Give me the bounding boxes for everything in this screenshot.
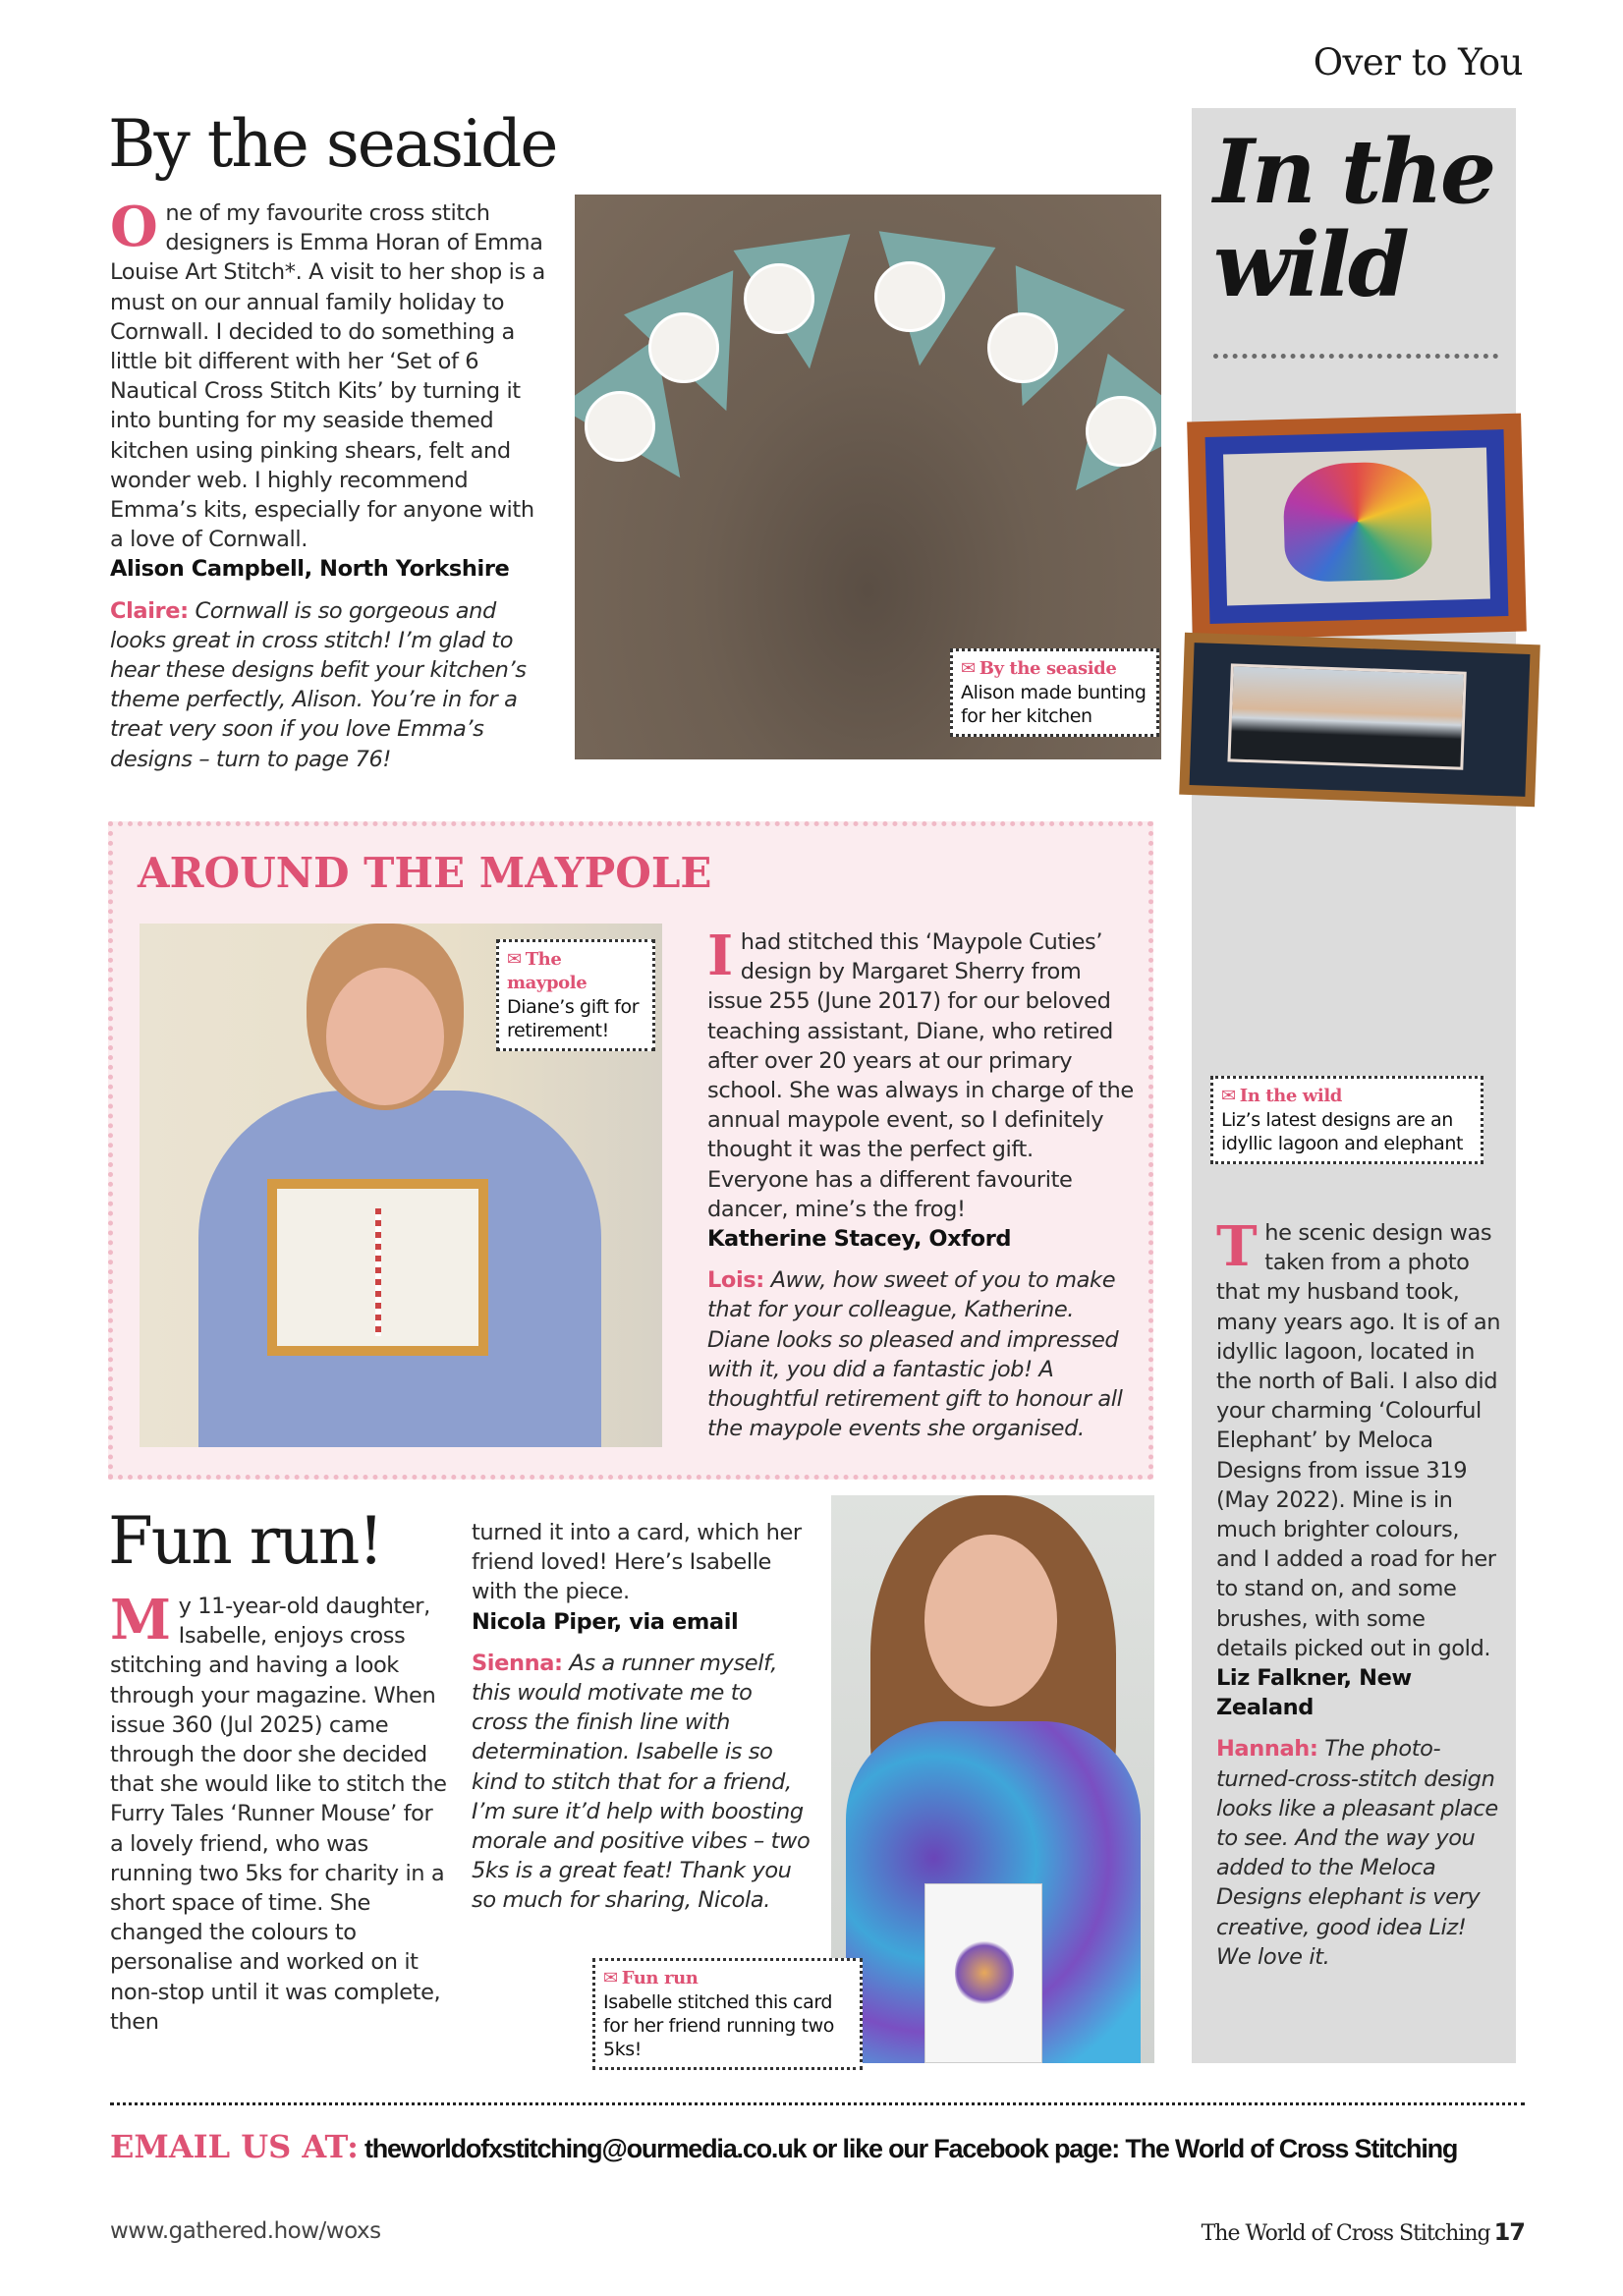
bunting-roundel <box>648 312 719 383</box>
funrun-body-col2: turned it into a card, which her friend loved! Here’s Isabelle with the piece. <box>472 1520 802 1605</box>
runner-mouse-card <box>924 1883 1042 2063</box>
publication-name: The World of Cross Stitching <box>1201 2221 1490 2246</box>
wild-letter <box>1216 1214 1501 1972</box>
funrun-letter-col2 <box>472 1518 811 1916</box>
seaside-caption <box>950 648 1159 737</box>
bunting-roundel <box>874 261 945 332</box>
seaside-reply <box>110 596 552 774</box>
seaside-body: ne of my favourite cross stitch designers is Emma Horan of Emma Louise Art Stitch*. A visit to her shop is a must on our annual family holiday to Cornwall. I decided to do something a little bit different with her ‘Set of 6 Nautical Cross Stitch Kits’ by turning it into bunting for my seaside themed kitchen using pinking shears, felt and wonder web. I highly recommend Emma’s kits, especially for anyone with a love of Cornwall. <box>110 200 545 553</box>
funrun-reply-text: As a runner myself, this would motivate me to cross the finish line with determination. Isabelle is so kind to stitch that for a friend, I’m sure it’d help with boosting morale and positive vibes – two 5ks is a great feat! Thank you so much for sharing, Nicola. <box>472 1650 811 1914</box>
bunting-roundel <box>744 263 814 334</box>
seaside-dropcap: O <box>110 195 158 259</box>
publication-footer <box>1202 2218 1525 2246</box>
girl-face <box>924 1535 1057 1707</box>
funrun-caption-title: ✉ Fun run <box>603 1968 699 1988</box>
wild-caption-text: Liz’s latest designs are an idyllic lagoon and elephant <box>1221 1109 1464 1154</box>
envelope-icon: ✉ <box>507 949 522 970</box>
page-number: 17 <box>1493 2218 1525 2246</box>
footer-divider <box>110 2102 1525 2105</box>
maypole-reply-name: Lois: <box>707 1267 764 1294</box>
lagoon-photo <box>1179 633 1540 808</box>
section-label: Over to You <box>1313 41 1523 84</box>
seaside-reply-name: Claire: <box>110 597 189 624</box>
wild-body: he scenic design was taken from a photo that my husband took, many years ago. It is of an idyllic lagoon, located in the north of Bali. I also did your charming ‘Colourful Elephant’ by Meloca Designs from issue 319 (May 2022). Mine is in much brighter colours, and I added a road for her to stand on, and some brushes, with some details picked out in gold. <box>1216 1220 1501 1661</box>
seaside-caption-title: ✉ By the seaside <box>961 658 1117 679</box>
email-label: EMAIL US AT: <box>110 2128 359 2165</box>
bunting-roundel <box>585 391 655 462</box>
girl-photo <box>831 1495 1154 2063</box>
funrun-caption-text: Isabelle stitched this card for her friend running two 5ks! <box>603 1991 834 2060</box>
wild-caption <box>1210 1076 1483 1164</box>
maypole-title: AROUND THE MAYPOLE <box>138 849 712 897</box>
elephant-design <box>1282 461 1432 583</box>
website-link[interactable]: www.gathered.how/woxs <box>110 2218 381 2244</box>
wild-reply-text: The photo-turned-cross-stitch design looks like a pleasant place to see. And the way you added to the Meloca Designs elephant is very creative, good idea Liz! We love it. <box>1216 1736 1498 1970</box>
maypole-reply <box>707 1265 1140 1443</box>
envelope-icon: ✉ <box>961 658 976 679</box>
seaside-caption-text: Alison made bunting for her kitchen <box>961 682 1147 727</box>
maypole-frame <box>267 1179 488 1356</box>
elephant-photo <box>1187 414 1527 641</box>
bunting-roundel <box>987 312 1058 383</box>
wild-divider <box>1213 354 1498 359</box>
funrun-letter-col1 <box>110 1588 449 2037</box>
seaside-reply-text: Cornwall is so gorgeous and looks great in cross stitch! I’m glad to hear these designs befit your kitchen’s theme perfectly, Alison. You’re in for a treat very soon if you love Emma’s designs – turn to page 76! <box>110 597 527 772</box>
seaside-signature: Alison Campbell, North Yorkshire <box>110 556 510 583</box>
funrun-reply <box>472 1649 811 1916</box>
envelope-icon: ✉ <box>1221 1086 1236 1106</box>
envelope-icon: ✉ <box>603 1968 618 1988</box>
maypole-signature: Katherine Stacey, Oxford <box>707 1226 1012 1253</box>
bunting-roundel <box>1086 396 1156 467</box>
email-us-row <box>110 2128 1457 2165</box>
maypole-caption <box>496 939 655 1051</box>
wild-caption-title: ✉ In the wild <box>1221 1086 1342 1106</box>
funrun-dropcap: M <box>110 1588 171 1652</box>
funrun-reply-name: Sienna: <box>472 1650 563 1676</box>
wild-reply-name: Hannah: <box>1216 1736 1318 1763</box>
maypole-letter <box>707 924 1140 1443</box>
funrun-signature: Nicola Piper, via email <box>472 1608 739 1635</box>
funrun-caption <box>592 1958 863 2070</box>
funrun-headline: Fun run! <box>108 1503 382 1579</box>
seaside-headline: By the seaside <box>108 106 557 182</box>
maypole-body: had stitched this ‘Maypole Cuties’ design by Margaret Sherry from issue 255 (June 2017) for our beloved teaching assistant, Diane, who retired after over 20 years at our primary school. She was always in charge of the annual maypole event, so I definitely thought it was the perfect gift. Everyone has a different favourite dancer, mine’s the frog! <box>707 929 1134 1222</box>
maypole-caption-title: ✉ The maypole <box>507 949 588 993</box>
email-contact-link[interactable]: theworldofxstitching@ourmedia.co.uk or like our Facebook page: The World of Cross Stitching <box>364 2134 1458 2163</box>
maypole-dropcap: I <box>707 924 733 988</box>
wild-reply <box>1216 1734 1501 1972</box>
funrun-body-col1: y 11-year-old daughter, Isabelle, enjoys cross stitching and having a look through your magazine. When issue 360 (Jul 2025) came through the door she decided that she would like to stitch the Furry Tales ‘Runner Mouse’ for a lovely friend, who was running two 5ks for charity in a short space of time. She changed the colours to personalise and worked on it non-stop until it was complete, then <box>110 1594 447 2035</box>
seaside-letter <box>110 195 552 774</box>
wild-signature: Liz Falkner, New Zealand <box>1216 1665 1412 1721</box>
maypole-caption-text: Diane’s gift for retirement! <box>507 996 640 1041</box>
wild-dropcap: T <box>1216 1214 1258 1279</box>
woman-face <box>326 968 444 1105</box>
maypole-reply-text: Aww, how sweet of you to make that for your colleague, Katherine. Diane looks so pleased and impressed with it, you did a fantastic job! A thoughtful retirement gift to honour all the maypole events she organised. <box>707 1267 1123 1442</box>
wild-title: In the wild <box>1213 120 1494 317</box>
runner-mouse-design <box>955 1938 1014 2007</box>
maypole-pole <box>375 1208 381 1336</box>
lagoon-design <box>1227 663 1466 769</box>
